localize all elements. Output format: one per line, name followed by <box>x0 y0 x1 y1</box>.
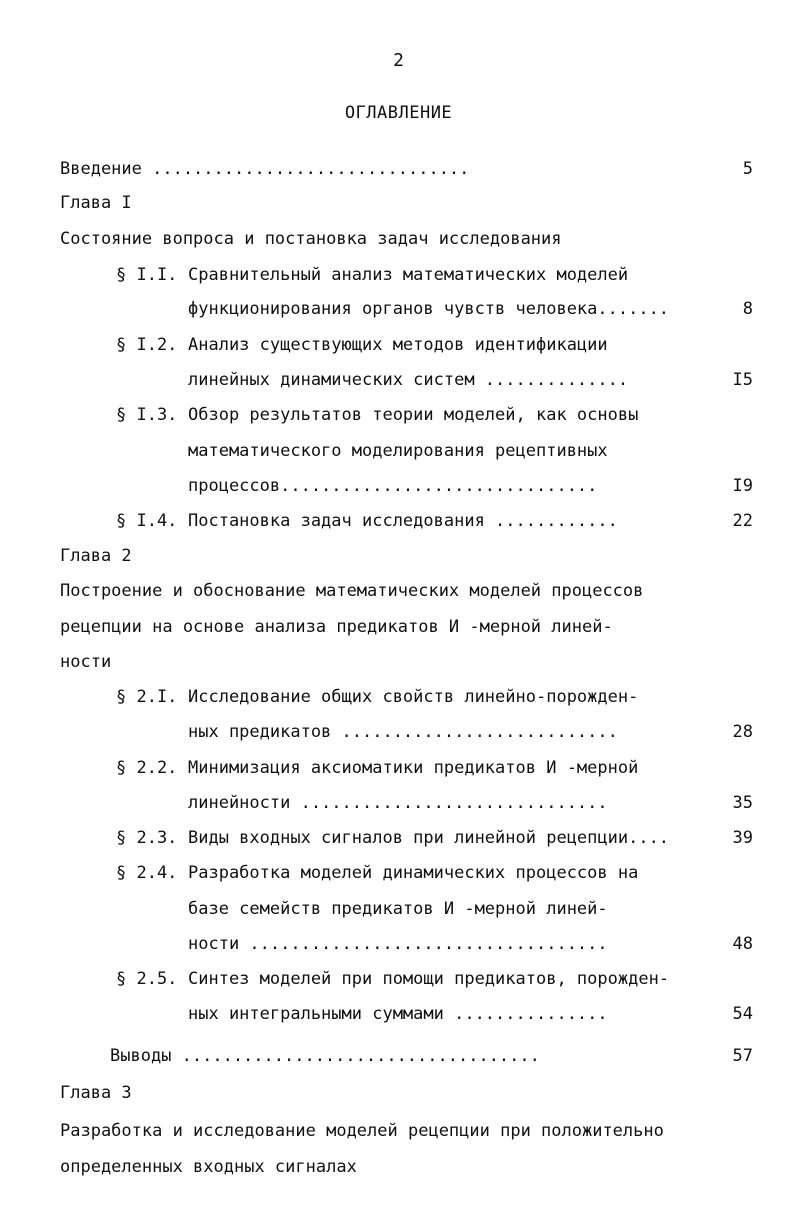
toc-title: ОГЛАВЛЕНИЕ <box>344 103 453 123</box>
section-1-3-number: § I.3. <box>116 405 178 425</box>
section-1-3-page: I9 <box>732 476 753 496</box>
section-2-3-number: § 2.3. <box>116 828 178 848</box>
section-2-5-title: Синтез моделей при помощи предикатов, порожден- <box>188 969 670 989</box>
section-1-2-title-cont: линейных динамических систем .............. <box>188 370 629 390</box>
section-2-1-page: 28 <box>732 722 753 742</box>
section-1-3-title-cont: математического моделирования рецептивных <box>188 441 608 461</box>
section-2-3-page: 39 <box>732 828 753 848</box>
section-1-2-number: § I.2. <box>116 335 178 355</box>
toc-page-conclusions: 57 <box>732 1046 753 1066</box>
section-2-4-number: § 2.4. <box>116 863 178 883</box>
toc-entry-conclusions: Выводы ................................... <box>110 1046 540 1066</box>
section-2-2-title-cont: линейности .............................. <box>188 793 608 813</box>
section-2-1-title: Исследование общих свойств линейно-порожден- <box>188 687 639 707</box>
chapter-1-heading: Глава I <box>60 193 132 213</box>
section-1-1-page: 8 <box>742 299 753 319</box>
toc-page-intro: 5 <box>742 159 753 179</box>
toc-entry-intro: Введение ............................... <box>60 159 470 179</box>
section-2-1-title-cont: ных предикатов ........................... <box>188 722 618 742</box>
section-1-4-page: 22 <box>732 511 753 531</box>
chapter-3-title-cont: определенных входных сигналах <box>60 1157 357 1177</box>
section-2-1-number: § 2.I. <box>116 687 178 707</box>
page-number: 2 <box>393 50 404 71</box>
section-2-3-title: Виды входных сигналов при линейной рецепции.... <box>188 828 670 848</box>
chapter-3-heading: Глава 3 <box>60 1083 132 1103</box>
section-2-2-page: 35 <box>732 793 753 813</box>
section-1-1-title-cont: функционирования органов чувств человека....... <box>188 299 670 319</box>
section-2-4-title: Разработка моделей динамических процессов на <box>188 863 639 883</box>
section-2-2-title: Минимизация аксиоматики предикатов И -мерной <box>188 758 639 778</box>
chapter-1-title: Состояние вопроса и постановка задач исследования <box>60 229 562 249</box>
section-1-2-title: Анализ существующих методов идентификации <box>188 335 608 355</box>
section-1-4-title: Постановка задач исследования ............ <box>188 511 618 531</box>
section-2-5-title-cont: ных интегральными суммами ............... <box>188 1004 608 1024</box>
section-2-5-page: 54 <box>732 1004 753 1024</box>
chapter-3-title: Разработка и исследование моделей рецепции при положительно <box>60 1121 664 1141</box>
chapter-2-title-cont2: ности <box>60 652 112 672</box>
section-1-3-title: Обзор результатов теории моделей, как основы <box>188 405 639 425</box>
section-2-4-title-cont: базе семейств предикатов И -мерной линей- <box>188 899 608 919</box>
section-2-4-title-cont2: ности ................................... <box>188 934 608 954</box>
section-2-2-number: § 2.2. <box>116 758 178 778</box>
section-1-1-number: § I.I. <box>116 265 178 285</box>
section-1-2-page: I5 <box>732 370 753 390</box>
section-1-4-number: § I.4. <box>116 511 178 531</box>
section-2-4-page: 48 <box>732 934 753 954</box>
section-1-3-title-cont2: процессов............................... <box>188 476 598 496</box>
chapter-2-title: Построение и обоснование математических моделей процессов <box>60 581 644 601</box>
chapter-2-heading: Глава 2 <box>60 546 132 566</box>
section-1-1-title: Сравнительный анализ математических моделей <box>188 265 629 285</box>
chapter-2-title-cont: рецепции на основе анализа предикатов И -мерной линей- <box>60 617 613 637</box>
section-2-5-number: § 2.5. <box>116 969 178 989</box>
